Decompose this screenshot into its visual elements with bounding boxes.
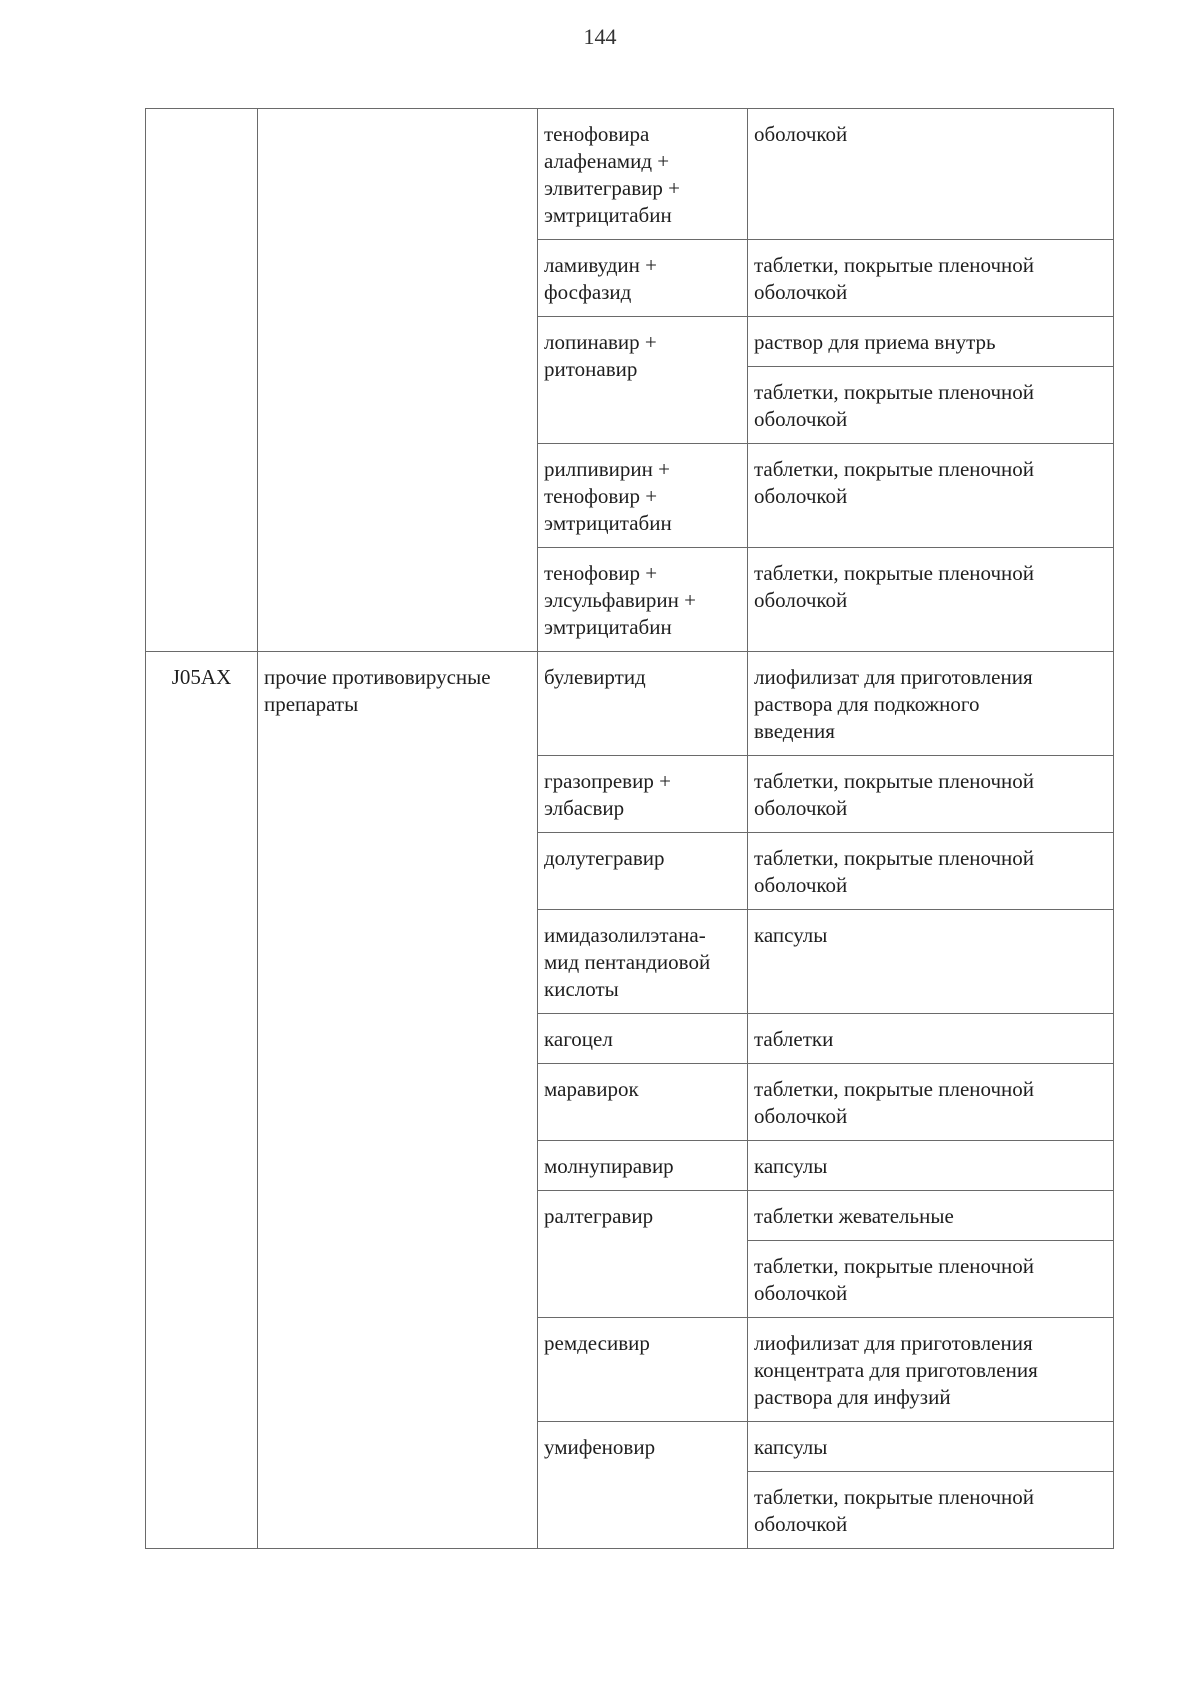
inn-cell: рилпивирин + тенофовир + эмтрицитабин — [538, 444, 748, 548]
inn-cell: умифеновир — [538, 1422, 748, 1549]
inn-cell: кагоцел — [538, 1014, 748, 1064]
inn-cell: маравирок — [538, 1064, 748, 1141]
dosage-form-cell: таблетки, покрытые пленочной оболочкой — [748, 548, 1114, 652]
dosage-form-cell: раствор для приема внутрь — [748, 317, 1114, 367]
dosage-form-cell: таблетки, покрытые пленочной оболочкой — [748, 367, 1114, 444]
dosage-form-cell: лиофилизат для приготовления концентрата для приготовления раствора для инфузий — [748, 1318, 1114, 1422]
dosage-form-cell: таблетки, покрытые пленочной оболочкой — [748, 1472, 1114, 1549]
dosage-form-cell: капсулы — [748, 1422, 1114, 1472]
dosage-form-cell: таблетки, покрытые пленочной оболочкой — [748, 833, 1114, 910]
dosage-form-cell: оболочкой — [748, 109, 1114, 240]
inn-cell: ламивудин + фосфазид — [538, 240, 748, 317]
dosage-form-cell: таблетки — [748, 1014, 1114, 1064]
atc-code-cell: J05AX — [146, 652, 258, 1549]
dosage-form-cell: таблетки, покрытые пленочной оболочкой — [748, 240, 1114, 317]
inn-cell: долутегравир — [538, 833, 748, 910]
inn-cell: тенофовир + элсульфавирин + эмтрицитабин — [538, 548, 748, 652]
dosage-form-cell: капсулы — [748, 1141, 1114, 1191]
dosage-form-cell: таблетки жевательные — [748, 1191, 1114, 1241]
inn-cell: тенофовира алафенамид + элвитегравир + эмтрицитабин — [538, 109, 748, 240]
dosage-form-cell: таблетки, покрытые пленочной оболочкой — [748, 444, 1114, 548]
inn-cell: лопинавир + ритонавир — [538, 317, 748, 444]
group-name-cell: прочие противовирусные препараты — [258, 652, 538, 1549]
table-row — [146, 109, 1114, 240]
medicines-table — [145, 108, 1114, 1549]
inn-cell: гразопревир + элбасвир — [538, 756, 748, 833]
table-row — [146, 652, 1114, 756]
dosage-form-cell: капсулы — [748, 910, 1114, 1014]
inn-cell: ралтегравир — [538, 1191, 748, 1318]
inn-cell: булевиртид — [538, 652, 748, 756]
inn-cell: имидазолилэтана- мид пентандиовой кислоты — [538, 910, 748, 1014]
atc-code-cell — [146, 109, 258, 652]
dosage-form-cell: таблетки, покрытые пленочной оболочкой — [748, 756, 1114, 833]
dosage-form-cell: таблетки, покрытые пленочной оболочкой — [748, 1064, 1114, 1141]
group-name-cell — [258, 109, 538, 652]
dosage-form-cell: таблетки, покрытые пленочной оболочкой — [748, 1241, 1114, 1318]
dosage-form-cell: лиофилизат для приготовления раствора для подкожного введения — [748, 652, 1114, 756]
inn-cell: молнупиравир — [538, 1141, 748, 1191]
page-number: 144 — [583, 24, 617, 49]
inn-cell: ремдесивир — [538, 1318, 748, 1422]
